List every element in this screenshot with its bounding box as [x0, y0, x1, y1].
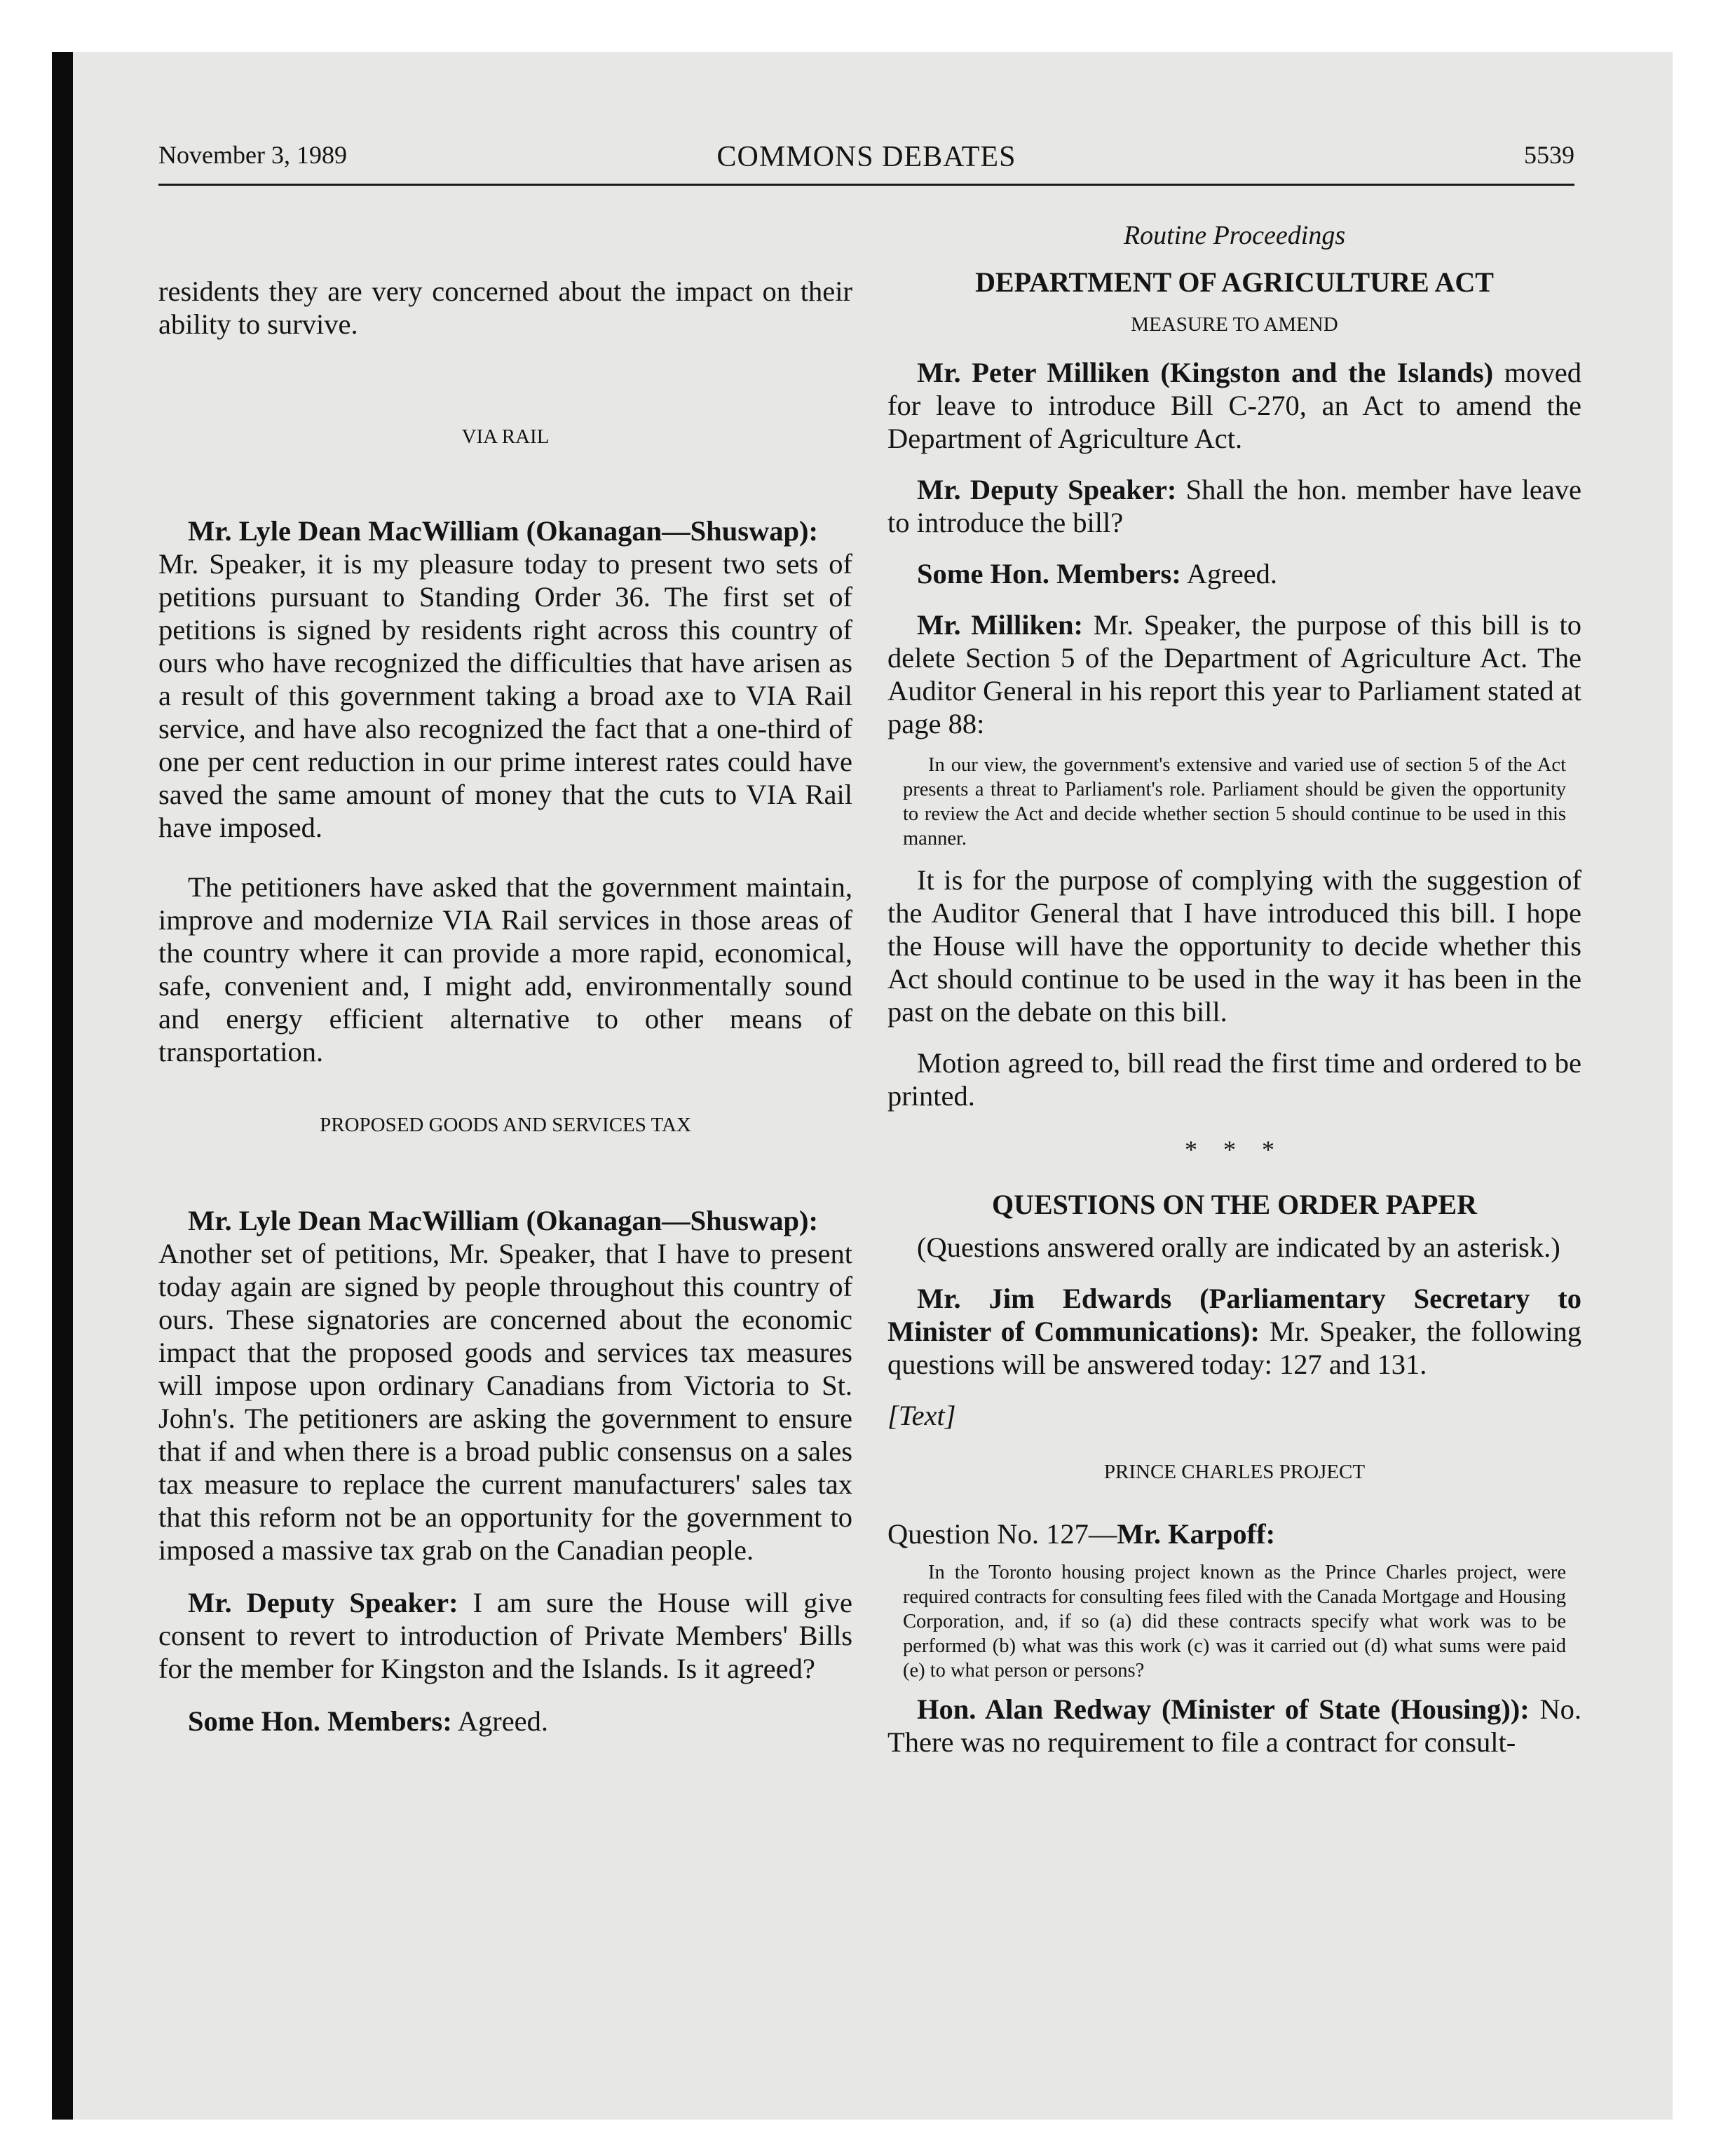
- paragraph-gst-petition: [158, 1204, 852, 1567]
- heading-gst: PROPOSED GOODS AND SERVICES TAX: [320, 1114, 691, 1136]
- page-header: [158, 140, 1574, 185]
- block-quote-question-127: In the Toronto housing project known as the Prince Charles project, were required contracts for consulting fees filed with the Canada Mortgage and Housing Corporation, and, if so (a) did these contracts specify what work was to be performed (b) what was this work (c) was it carried out (d) what sums were paid (e) to what person or persons?: [903, 1562, 1566, 1681]
- speaker-name: Mr. Deputy Speaker:: [188, 1587, 458, 1618]
- binding-edge: [52, 52, 73, 2120]
- question-label: [887, 1517, 1581, 1550]
- text-marker: [Text]: [887, 1400, 956, 1431]
- paragraph-deputy-speaker: [158, 1586, 852, 1685]
- speech-text: Agreed.: [457, 1705, 549, 1737]
- paragraph-redway-answer: [887, 1693, 1581, 1759]
- paragraph-questions-note: (Questions answered orally are indicated by an asterisk.): [917, 1231, 1560, 1263]
- paragraph-continued: residents they are very concerned about the impact on their ability to survive.: [158, 275, 852, 340]
- question-number: Question No. 127—: [887, 1518, 1117, 1550]
- speech-text: Mr. Speaker, the purpose of this bill is to delete Section 5 of the Department of Agriculture Act. The Auditor General in his report this year to Parliament stated at page 88:: [887, 609, 1581, 739]
- section-label-routine-proceedings: Routine Proceedings: [1123, 221, 1346, 250]
- speaker-name: Some Hon. Members:: [917, 558, 1181, 589]
- speech-text: I am sure the House will give consent to revert to introduction of Private Members' Bills for the member for Kingston and the Islands. Is it agreed?: [158, 1587, 852, 1684]
- speaker-name: Mr. Jim Edwards (Parliamentary Secretary to Minister of Communications):: [887, 1283, 1581, 1347]
- paragraph-milliken-purpose: [887, 608, 1581, 740]
- paragraph-petitioners: The petitioners have asked that the government maintain, improve and modernize VIA Rail services in those areas of the country where it can provide a more rapid, economical, safe, convenient and, I might add, environmentally sound and energy efficient alternative to other means of transportation.: [158, 871, 852, 1067]
- paragraph-complying-suggestion: It is for the purpose of complying with the suggestion of the Auditor General that I have introduced this bill. I hope the House will have the opportunity to decide whether this Act should continue to be used in the way it has been in the past on the debate on this bill.: [887, 864, 1581, 1028]
- speaker-name: Mr. Peter Milliken (Kingston and the Islands): [917, 357, 1494, 388]
- heading-measure-to-amend: MEASURE TO AMEND: [1131, 313, 1338, 336]
- header-page-number: 5539: [1524, 141, 1574, 169]
- speaker-name: Mr. Lyle Dean MacWilliam (Okanagan—Shuswap):: [188, 515, 818, 547]
- paragraph-motion-agreed: Motion agreed to, bill read the first time and ordered to be printed.: [887, 1047, 1581, 1112]
- heading-via-rail: VIA RAIL: [461, 425, 550, 448]
- right-column: [887, 210, 1581, 1949]
- speaker-name: Hon. Alan Redway (Minister of State (Housing)):: [917, 1693, 1530, 1725]
- header-date: November 3, 1989: [158, 141, 347, 169]
- speech-text: moved for leave to introduce Bill C-270, an Act to amend the Department of Agriculture Act.: [887, 357, 1581, 454]
- speech-text: Mr. Speaker, it is my pleasure today to present two sets of petitions pursuant to Standing Order 36. The first set of petitions is signed by residents right across this country of ours who have recognized the difficulties that have arisen as a result of this government taking a broad axe to VIA Rail service, and have also recognized the fact that a one-third of one per cent reduction in our prime interest rates could have saved the same amount of money that the cuts to VIA Rail have imposed.: [158, 548, 852, 843]
- heading-questions-on-order-paper: QUESTIONS ON THE ORDER PAPER: [992, 1189, 1477, 1220]
- section-separator: * * *: [1185, 1135, 1284, 1164]
- paragraph-members-agreed: [158, 1705, 852, 1738]
- paragraph-via-petition: [158, 514, 852, 844]
- speaker-name: Some Hon. Members:: [188, 1705, 452, 1737]
- speaker-name: Mr. Deputy Speaker:: [917, 474, 1177, 505]
- paragraph-deputy-speaker-leave: [887, 473, 1581, 539]
- paragraph-milliken-motion: [887, 356, 1581, 455]
- speaker-name: Mr. Milliken:: [917, 609, 1084, 641]
- speech-text: Shall the hon. member have leave to introduce the bill?: [887, 474, 1581, 538]
- speech-text: No. There was no requirement to file a contract for consult-: [887, 1693, 1581, 1758]
- heading-prince-charles-project: PRINCE CHARLES PROJECT: [1103, 1461, 1366, 1483]
- paragraph-members-agreed: [887, 557, 1581, 590]
- speech-text: Another set of petitions, Mr. Speaker, that I have to present today again are signed by people throughout this country of ours. These signatories are concerned about the economic impact that the proposed goods and services tax measures will impose upon ordinary Canadians from Victoria to St. John's. The petitioners are asking the government to ensure that if and when there is a broad public consensus on a sales tax measure to replace the current manufacturers' sales tax that this reform not be an opportunity for the government to imposed a massive tax grab on the Canadian people.: [158, 1238, 852, 1566]
- speech-text: Mr. Speaker, the following questions will be answered today: 127 and 131.: [887, 1316, 1581, 1380]
- block-quote-auditor-general: In our view, the government's extensive and varied use of section 5 of the Act presents a threat to Parliament's role. Parliament should be given the opportunity to review the Act and decide whether section 5 should continue to be used in this manner.: [903, 754, 1566, 850]
- speaker-name: Mr. Lyle Dean MacWilliam (Okanagan—Shuswap):: [188, 1205, 818, 1236]
- left-column: [158, 210, 852, 1949]
- speech-text: Agreed.: [1186, 558, 1278, 589]
- question-member: Mr. Karpoff:: [1117, 1518, 1276, 1550]
- paragraph-edwards: [887, 1282, 1581, 1381]
- heading-department-of-agriculture-act: DEPARTMENT OF AGRICULTURE ACT: [975, 266, 1494, 298]
- header-title: COMMONS DEBATES: [716, 141, 1016, 173]
- header-rule: [158, 184, 1574, 186]
